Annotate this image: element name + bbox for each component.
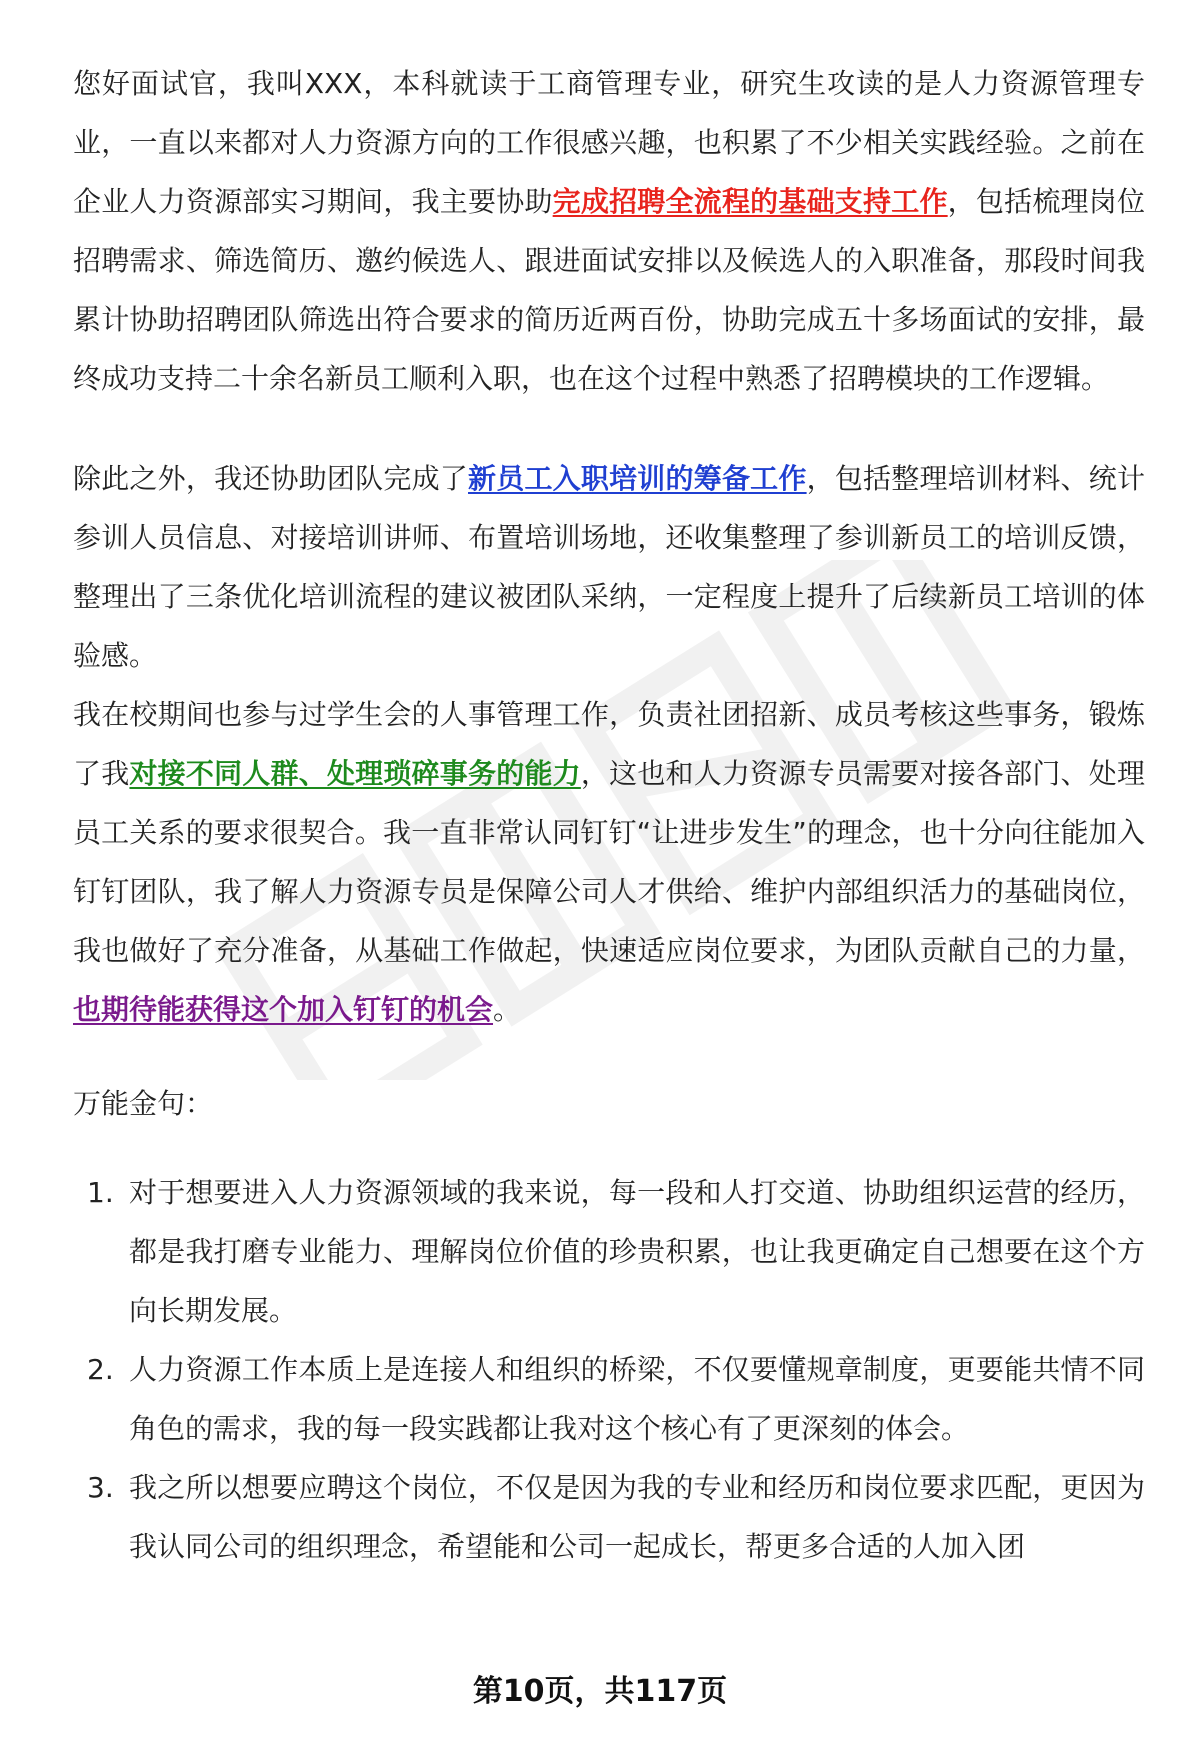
paragraph-intro (73, 54, 1145, 408)
list-text: 我之所以想要应聘这个岗位，不仅是因为我的专业和经历和岗位要求匹配，更因为我认同公司的组织理念，希望能和公司一起成长，帮更多合适的人加入团 (129, 1471, 1145, 1563)
campus-text-1: 我在校期间也参与过学生会的人事管理工作，负责社团招新、成员考核这些事务，锻炼了我 (73, 698, 1145, 790)
list-item (73, 1458, 1145, 1576)
list-text: 对于想要进入人力资源领域的我来说，每一段和人打交道、协助组织运营的经历，都是我打磨专业能力、理解岗位价值的珍贵积累，也让我更确定自己想要在这个方向长期发展。 (129, 1176, 1145, 1327)
document-body (73, 54, 1145, 1576)
highlight-training: 新员工入职培训的筹备工作 (468, 462, 807, 495)
list-number: 3. (87, 1471, 114, 1504)
golden-sentences-title: 万能金句： (73, 1087, 214, 1120)
list-text: 人力资源工作本质上是连接人和组织的桥梁，不仅要懂规章制度，更要能共情不同角色的需求，我的每一段实践都让我对这个核心有了更深刻的体会。 (129, 1353, 1145, 1445)
intro-text-1: 您好面试官，我叫XXX，本科就读于工商管理专业，研究生攻读的是人力资源管理专业，一直以来都对人力资源方向的工作很感兴趣，也积累了不少相关实践经验。之前在企业人力资源部实习期间，我主要协助 (73, 67, 1145, 218)
list-item (73, 1163, 1145, 1340)
highlight-ability: 对接不同人群、处理琐碎事务的能力 (129, 757, 581, 790)
page-footer: 第10页，共117页 (472, 1674, 728, 1709)
highlight-opportunity: 也期待能获得这个加入钉钉的机会 (73, 993, 494, 1026)
training-text-2: ，包括整理培训材料、统计参训人员信息、对接培训讲师、布置培训场地，还收集整理了参训新员工的培训反馈，整理出了三条优化培训流程的建议被团队采纳，一定程度上提升了后续新员工培训的体验感。 (73, 462, 1145, 672)
paragraph-training (73, 449, 1145, 685)
intro-text-2: ，包括梳理岗位招聘需求、筛选简历、邀约候选人、跟进面试安排以及候选人的入职准备，那段时间我累计协助招聘团队筛选出符合要求的简历近两百份，协助完成五十多场面试的安排，最终成功支持二十余名新员工顺利入职，也在这个过程中熟悉了招聘模块的工作逻辑。 (73, 185, 1145, 395)
campus-text-2: ，这也和人力资源专员需要对接各部门、处理员工关系的要求很契合。我一直非常认同钉钉“让进步发生”的理念，也十分向往能加入钉钉团队，我了解人力资源专员是保障公司人才供给、维护内部组织活力的基础岗位，我也做好了充分准备，从基础工作做起，快速适应岗位要求，为团队贡献自己的力量， (73, 757, 1145, 967)
highlight-recruitment: 完成招聘全流程的基础支持工作 (552, 185, 948, 218)
training-text-1: 除此之外，我还协助团队完成了 (73, 462, 469, 495)
golden-sentences-list (73, 1163, 1145, 1576)
list-number: 2. (87, 1353, 114, 1386)
list-number: 1. (87, 1176, 114, 1209)
list-item (73, 1340, 1145, 1458)
paragraph-campus (73, 685, 1145, 1039)
campus-text-3: 。 (493, 993, 522, 1026)
